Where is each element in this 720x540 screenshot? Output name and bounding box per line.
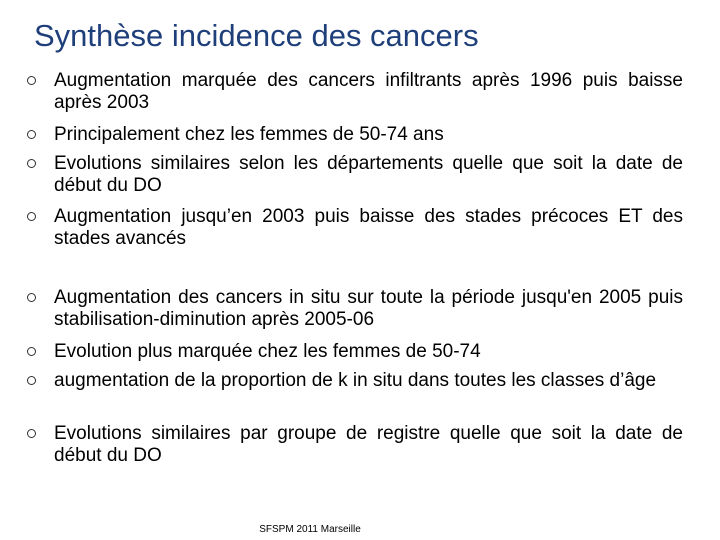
bullet-icon <box>27 376 36 385</box>
bullet-item <box>54 341 683 363</box>
bullet-text: Augmentation marquée des cancers infiltrants après 1996 puis baisse après 2003 <box>54 70 683 113</box>
bullet-item <box>54 206 683 250</box>
bullet-icon <box>27 429 36 438</box>
bullet-icon <box>27 293 36 302</box>
bullet-text: Principalement chez les femmes de 50-74 ans <box>54 124 444 145</box>
slide-title: Synthèse incidence des cancers <box>34 18 479 53</box>
bullet-item <box>54 153 683 197</box>
bullet-text: augmentation de la proportion de k in situ dans toutes les classes d’âge <box>54 370 657 391</box>
bullet-text: Evolution plus marquée chez les femmes de 50-74 <box>54 341 481 362</box>
bullet-text: Augmentation jusqu’en 2003 puis baisse des stades précoces ET des stades avancés <box>54 206 683 249</box>
bullet-item <box>54 287 683 331</box>
bullet-item <box>54 70 683 114</box>
bullet-text: Evolutions similaires par groupe de registre quelle que soit la date de début du DO <box>54 423 683 466</box>
bullet-item <box>54 370 683 392</box>
bullet-text: Augmentation des cancers in situ sur toute la période jusqu'en 2005 puis stabilisation-diminution après 2005-06 <box>54 287 683 330</box>
bullet-item <box>54 423 683 467</box>
bullet-item <box>54 124 683 146</box>
bullet-icon <box>27 159 36 168</box>
bullet-icon <box>27 212 36 221</box>
bullet-icon <box>27 347 36 356</box>
bullet-text: Evolutions similaires selon les départements quelle que soit la date de début du DO <box>54 153 683 196</box>
slide-footer: SFSPM 2011 Marseille <box>259 524 361 535</box>
bullet-icon <box>27 76 36 85</box>
bullet-icon <box>27 130 36 139</box>
